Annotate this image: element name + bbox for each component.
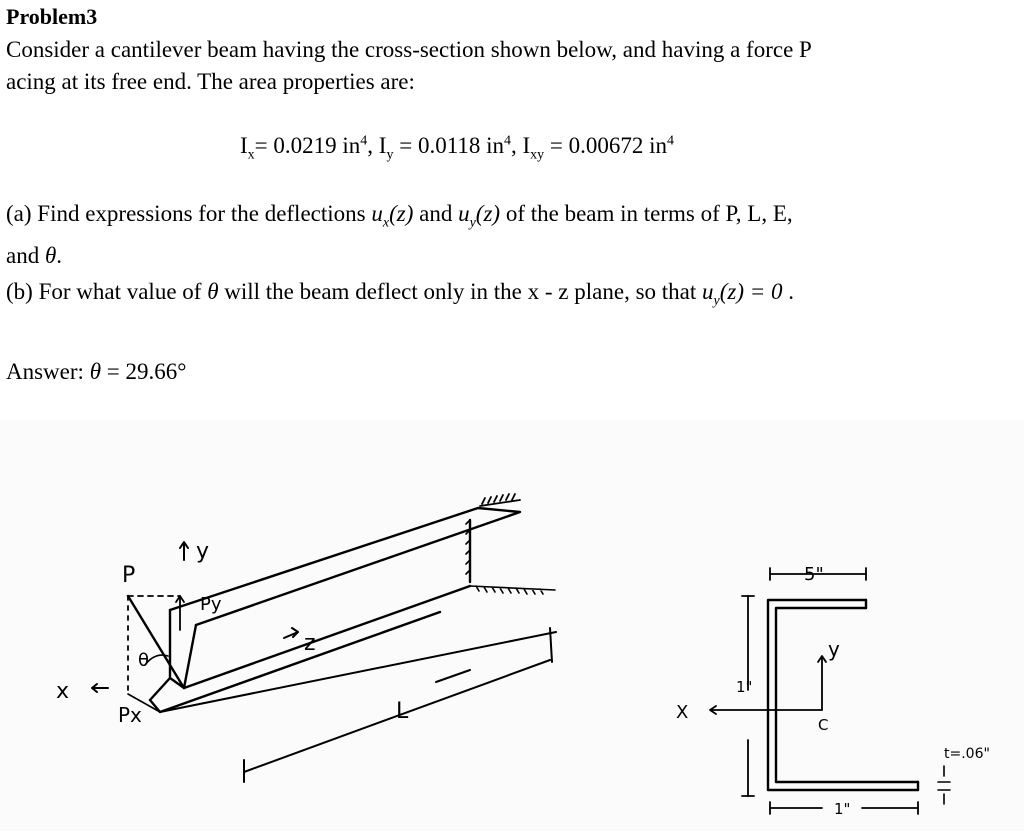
ixy-label: , I	[510, 133, 531, 158]
part-a-post: of the beam in terms of P, L, E,	[500, 201, 793, 226]
part-a-line2-pre: and	[6, 243, 45, 268]
theta-symbol: θ	[44, 243, 57, 268]
uy-symbol: u	[702, 279, 714, 304]
label-height: 1"	[736, 678, 753, 696]
ixy-exp: 4	[667, 133, 675, 149]
part-a-line-2	[6, 244, 62, 267]
label-thickness: t=.06"	[944, 746, 990, 762]
iy-exp: 4	[503, 133, 511, 149]
intro-line-2: acing at its free end. The area properties are:	[6, 69, 415, 94]
beam-figure	[0, 420, 1024, 831]
beam-figure-svg	[0, 420, 1024, 831]
part-a-pre: (a) Find expressions for the deflections	[6, 201, 372, 226]
problem-title: Problem3	[6, 4, 98, 29]
label-z-axis: z	[304, 631, 316, 656]
ix-exp: 4	[360, 133, 368, 149]
cantilever-beam-sketch	[92, 494, 556, 782]
ixy-sub: xy	[530, 147, 545, 163]
uy-sub: y	[713, 293, 720, 309]
label-Py: Py	[200, 594, 222, 615]
iy-label: , I	[367, 133, 387, 158]
uy-symbol: u	[458, 201, 470, 226]
label-y-axis: y	[196, 539, 210, 564]
label-Px: Px	[118, 703, 142, 727]
part-b-mid: will the beam deflect only in the x - z plane, so that	[218, 279, 703, 304]
ix-sub: x	[247, 147, 255, 163]
answer-line	[6, 360, 186, 383]
theta-symbol: θ	[89, 359, 101, 384]
ix-label: I	[240, 133, 248, 158]
iy-sub: y	[386, 147, 394, 163]
iy-value: = 0.0118 in	[393, 133, 504, 158]
force-p-vector	[128, 596, 184, 688]
theta-symbol: θ	[207, 279, 219, 304]
label-P: P	[122, 563, 136, 588]
area-properties	[240, 133, 675, 163]
ux-symbol: u	[371, 201, 383, 226]
uy-sub: y	[469, 215, 476, 231]
ix-value: = 0.0219 in	[254, 133, 361, 158]
label-width-bottom: 1"	[834, 800, 851, 818]
part-b-post: .	[782, 279, 795, 304]
label-section-x: X	[676, 702, 689, 723]
label-section-y: y	[828, 637, 840, 661]
ux-sub: x	[382, 215, 390, 231]
answer-label: Answer:	[6, 359, 90, 384]
uy-arg: (z) = 0	[719, 279, 783, 304]
label-L: L	[396, 699, 409, 724]
part-b-line	[6, 279, 795, 309]
part-b-pre: (b) For what value of	[6, 279, 208, 304]
label-x-axis: x	[56, 679, 70, 704]
part-a-line-1	[6, 201, 793, 231]
intro-line-1: Consider a cantilever beam having the cross-section shown below, and having a force P	[6, 37, 812, 62]
ux-arg: (z)	[389, 201, 414, 226]
answer-value: = 29.66°	[101, 359, 187, 384]
ixy-value: = 0.00672 in	[544, 133, 668, 158]
label-theta: θ	[138, 650, 150, 671]
uy-arg: (z)	[475, 201, 501, 226]
label-centroid: C	[818, 716, 829, 734]
part-a-mid: and	[413, 201, 459, 226]
part-a-line2-post: .	[56, 243, 63, 268]
label-width-top: 5"	[804, 564, 824, 585]
